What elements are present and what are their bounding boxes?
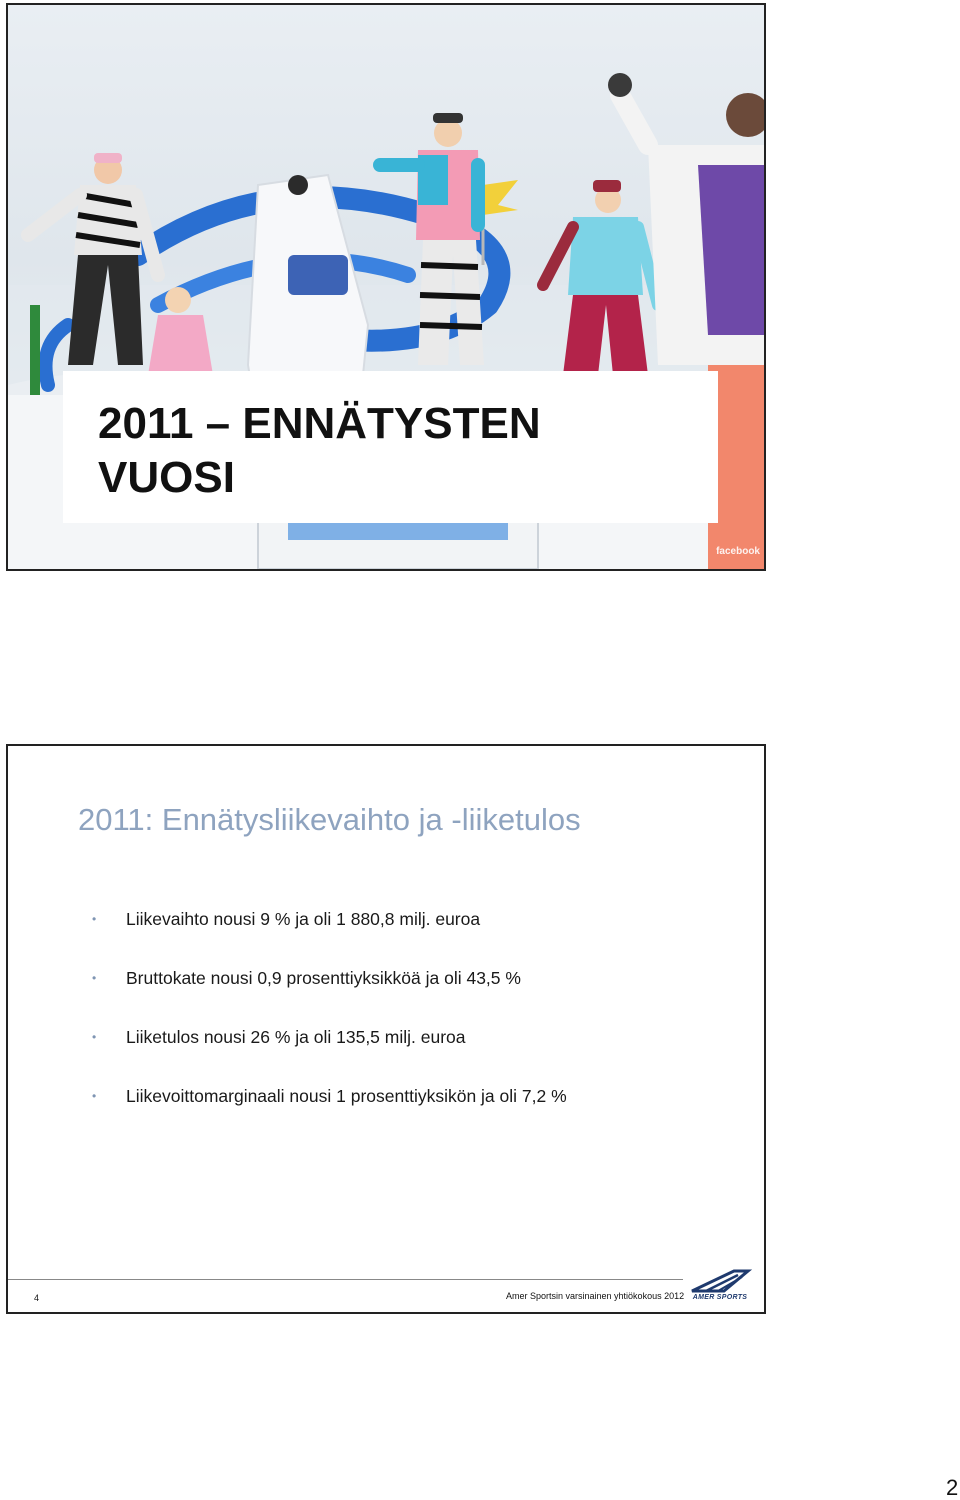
bullet-text: Liikevaihto nousi 9 % ja oli 1 880,8 milj. euroa	[126, 909, 481, 929]
facebook-watermark: facebook	[716, 546, 760, 557]
bullet-icon: •	[92, 912, 97, 926]
bullet-text: Bruttokate nousi 0,9 prosenttiyksikköä ja oli 43,5 %	[126, 968, 521, 988]
slide-title-line-2: VUOSI	[98, 453, 235, 502]
slide-title-line-1: 2011 – ENNÄTYSTEN	[98, 399, 541, 448]
slide-results	[6, 744, 766, 1314]
bullet-icon: •	[92, 1089, 97, 1103]
list-item	[88, 1085, 567, 1144]
list-item	[88, 967, 567, 1026]
footer-divider	[8, 1279, 683, 1280]
list-item	[88, 1026, 567, 1085]
amer-sports-logo-icon	[684, 1267, 756, 1295]
bullet-icon: •	[92, 1030, 97, 1044]
list-item	[88, 908, 567, 967]
bullet-text: Liikevoittomarginaali nousi 1 prosenttiyksikön ja oli 7,2 %	[126, 1086, 567, 1106]
slide-page-number: 4	[34, 1293, 40, 1303]
logo-text: AMER SPORTS	[692, 1294, 748, 1301]
slide-heading: 2011: Ennätysliikevaihto ja -liiketulos	[78, 802, 581, 837]
slide-title	[6, 3, 766, 571]
bullet-list	[88, 908, 567, 1144]
bullet-text: Liiketulos nousi 26 % ja oli 135,5 milj. euroa	[126, 1027, 466, 1047]
bullet-icon: •	[92, 971, 97, 985]
amer-sports-logo	[684, 1267, 756, 1305]
sheet-page-number: 2	[946, 1475, 959, 1500]
footer-text: Amer Sportsin varsinainen yhtiökokous 2012	[506, 1291, 685, 1301]
title-box	[63, 371, 718, 523]
